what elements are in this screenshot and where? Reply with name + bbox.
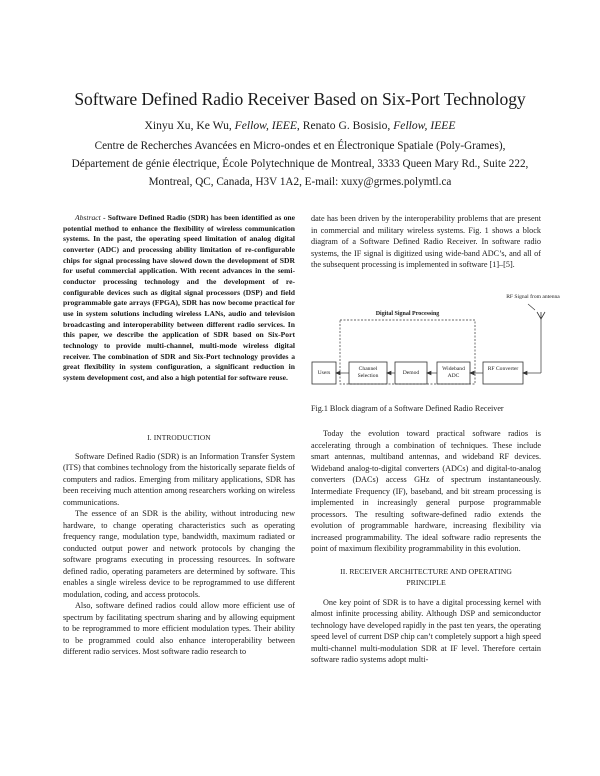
section-introduction xyxy=(63,432,295,658)
paragraph: The essence of an SDR is the ability, without introducing new hardware, to change operating characteristics such as operating frequency range, modulation type, bandwidth, maximum radiated or conducted output power and network protocols by changing the software programs executing in processing resources. In software defined radio, operating parameters are determined by software. This enables a single wireless device to be reprogrammed to use different modulation, coding, and access protocols. xyxy=(63,509,295,599)
channel-label: Channel Selection xyxy=(357,366,379,379)
affiliation-line: Montreal, QC, Canada, H3V 1A2, E-mail: xuxy@grmes.polymtl.ca xyxy=(148,176,452,188)
dsp-label: Digital Signal Processing xyxy=(375,311,440,317)
rf-signal-label: RF Signal from antenna xyxy=(506,294,560,300)
paragraph: Also, software defined radios could allow more efficient use of spectrum by facilitating spectrum sharing and by allowing equipment to be reprogrammed to more efficient modulation types. Their ability to be programmed could also enhance interoperability between different radio services. Most software radio research to xyxy=(63,601,295,656)
demod-label: Demod xyxy=(402,370,420,376)
affiliation xyxy=(40,137,560,191)
paragraph: One key point of SDR is to have a digital processing kernel with almost infinite processing ability. Although DSP and semiconductor technology have developed rapidly in the past ten years, the operating speed level of current DSP chip can’t completely support a high speed multi-channel multi-modulation SDR at IF level. Therefore certain software radio systems adopt multi- xyxy=(311,597,541,664)
column-right-middle xyxy=(311,428,541,666)
paper-title: Software Defined Radio Receiver Based on Six-Port Technology xyxy=(74,89,526,109)
antenna-leader xyxy=(528,304,535,310)
author-names: Xinyu Xu, Ke Wu, xyxy=(144,119,235,132)
affiliation-line: Département de génie électrique, École Polytechnique de Montreal, 3333 Queen Mary Rd., Suite 222, xyxy=(71,158,529,170)
adc-label: Wideband ADC xyxy=(442,366,465,379)
paragraph: date has been driven by the interoperability problems that are present in commercial and military wireless systems. Fig. 1 shows a block diagram of a Software Defined Radio Receiver. In software radio systems, the IF signal is digitized using wide-band ADC’s, and all of the subsequent processing is implemented in software [1]–[5]. xyxy=(311,214,541,269)
section-heading: I. INTRODUCTION xyxy=(147,433,211,442)
paragraph: Today the evolution toward practical software radios is accelerating through a combination of techniques. These include smart antennas, multiband antennas, and wideband RF devices. Wideband analog-to-digital converters (ADCs) and digital-to-analog converters (DACs) access GHz of spectrum instantaneously. Intermediate Frequency (IF), baseband, and bit stream processing is implemented in increasingly general purpose programmable processors. The resulting software-defined radio extends the evolution of programmable hardware, increasing flexibility via increased programmability. The ideal software radio represents the point of maximum flexibility programmability in this evolution. xyxy=(311,429,541,553)
figure-block-diagram xyxy=(310,292,570,392)
abstract-label: Abstract xyxy=(75,213,101,222)
abstract-text: - Software Defined Radio (SDR) has been identified as one potential method to enhance the flexibility of wireless communication systems. In the past, the operating speed limitation of analog digital converter (ADC) and processing ability limitation of re-configurable chips for signal processing have slowed down the development of SDR for useful commercial application. With recent advances in the semi-conductor processing technology and the development of re-configurable devices such as digital signal processors (DSP) and field programmable gate arrays (FPGA), SDR has now become practical for use in system solutions including wireless LANs, audio and television broadcasting and interoperability between different radio services. In this paper, we describe the application of SDR based on Six-Port technology to provide multi-channel, multi-mode wireless digital receiver. The combination of SDR and Six-Port technology provides a great flexibility in system configuration, a significant reduction in system development cost, and also a high potential for software reuse. xyxy=(63,213,295,382)
users-label: Users xyxy=(317,370,331,376)
rf-label: RF Converter xyxy=(487,366,519,372)
section-heading: II. RECEIVER ARCHITECTURE AND OPERATING PRINCIPLE xyxy=(340,566,512,587)
abstract xyxy=(63,213,295,384)
paragraph: Software Defined Radio (SDR) is an Information Transfer System (ITS) that combines technology from the historically separate fields of computers and radios. Emerging from military applications, SDR has been receiving much attention among researchers working on wireless communications. xyxy=(63,451,295,507)
column-right-top xyxy=(311,213,541,271)
affiliation-line: Centre de Recherches Avancées en Micro-ondes et en Électronique Spatiale (Poly-Grames), xyxy=(94,140,506,152)
figure-caption: Fig.1 Block diagram of a Software Defined Radio Receiver xyxy=(311,404,504,413)
author-line xyxy=(0,119,600,132)
author-role: Fellow, IEEE xyxy=(234,119,297,132)
antenna-icon xyxy=(537,312,545,319)
author-names: , Renato G. Bosisio, xyxy=(296,119,394,132)
author-role: Fellow, IEEE xyxy=(393,119,456,132)
